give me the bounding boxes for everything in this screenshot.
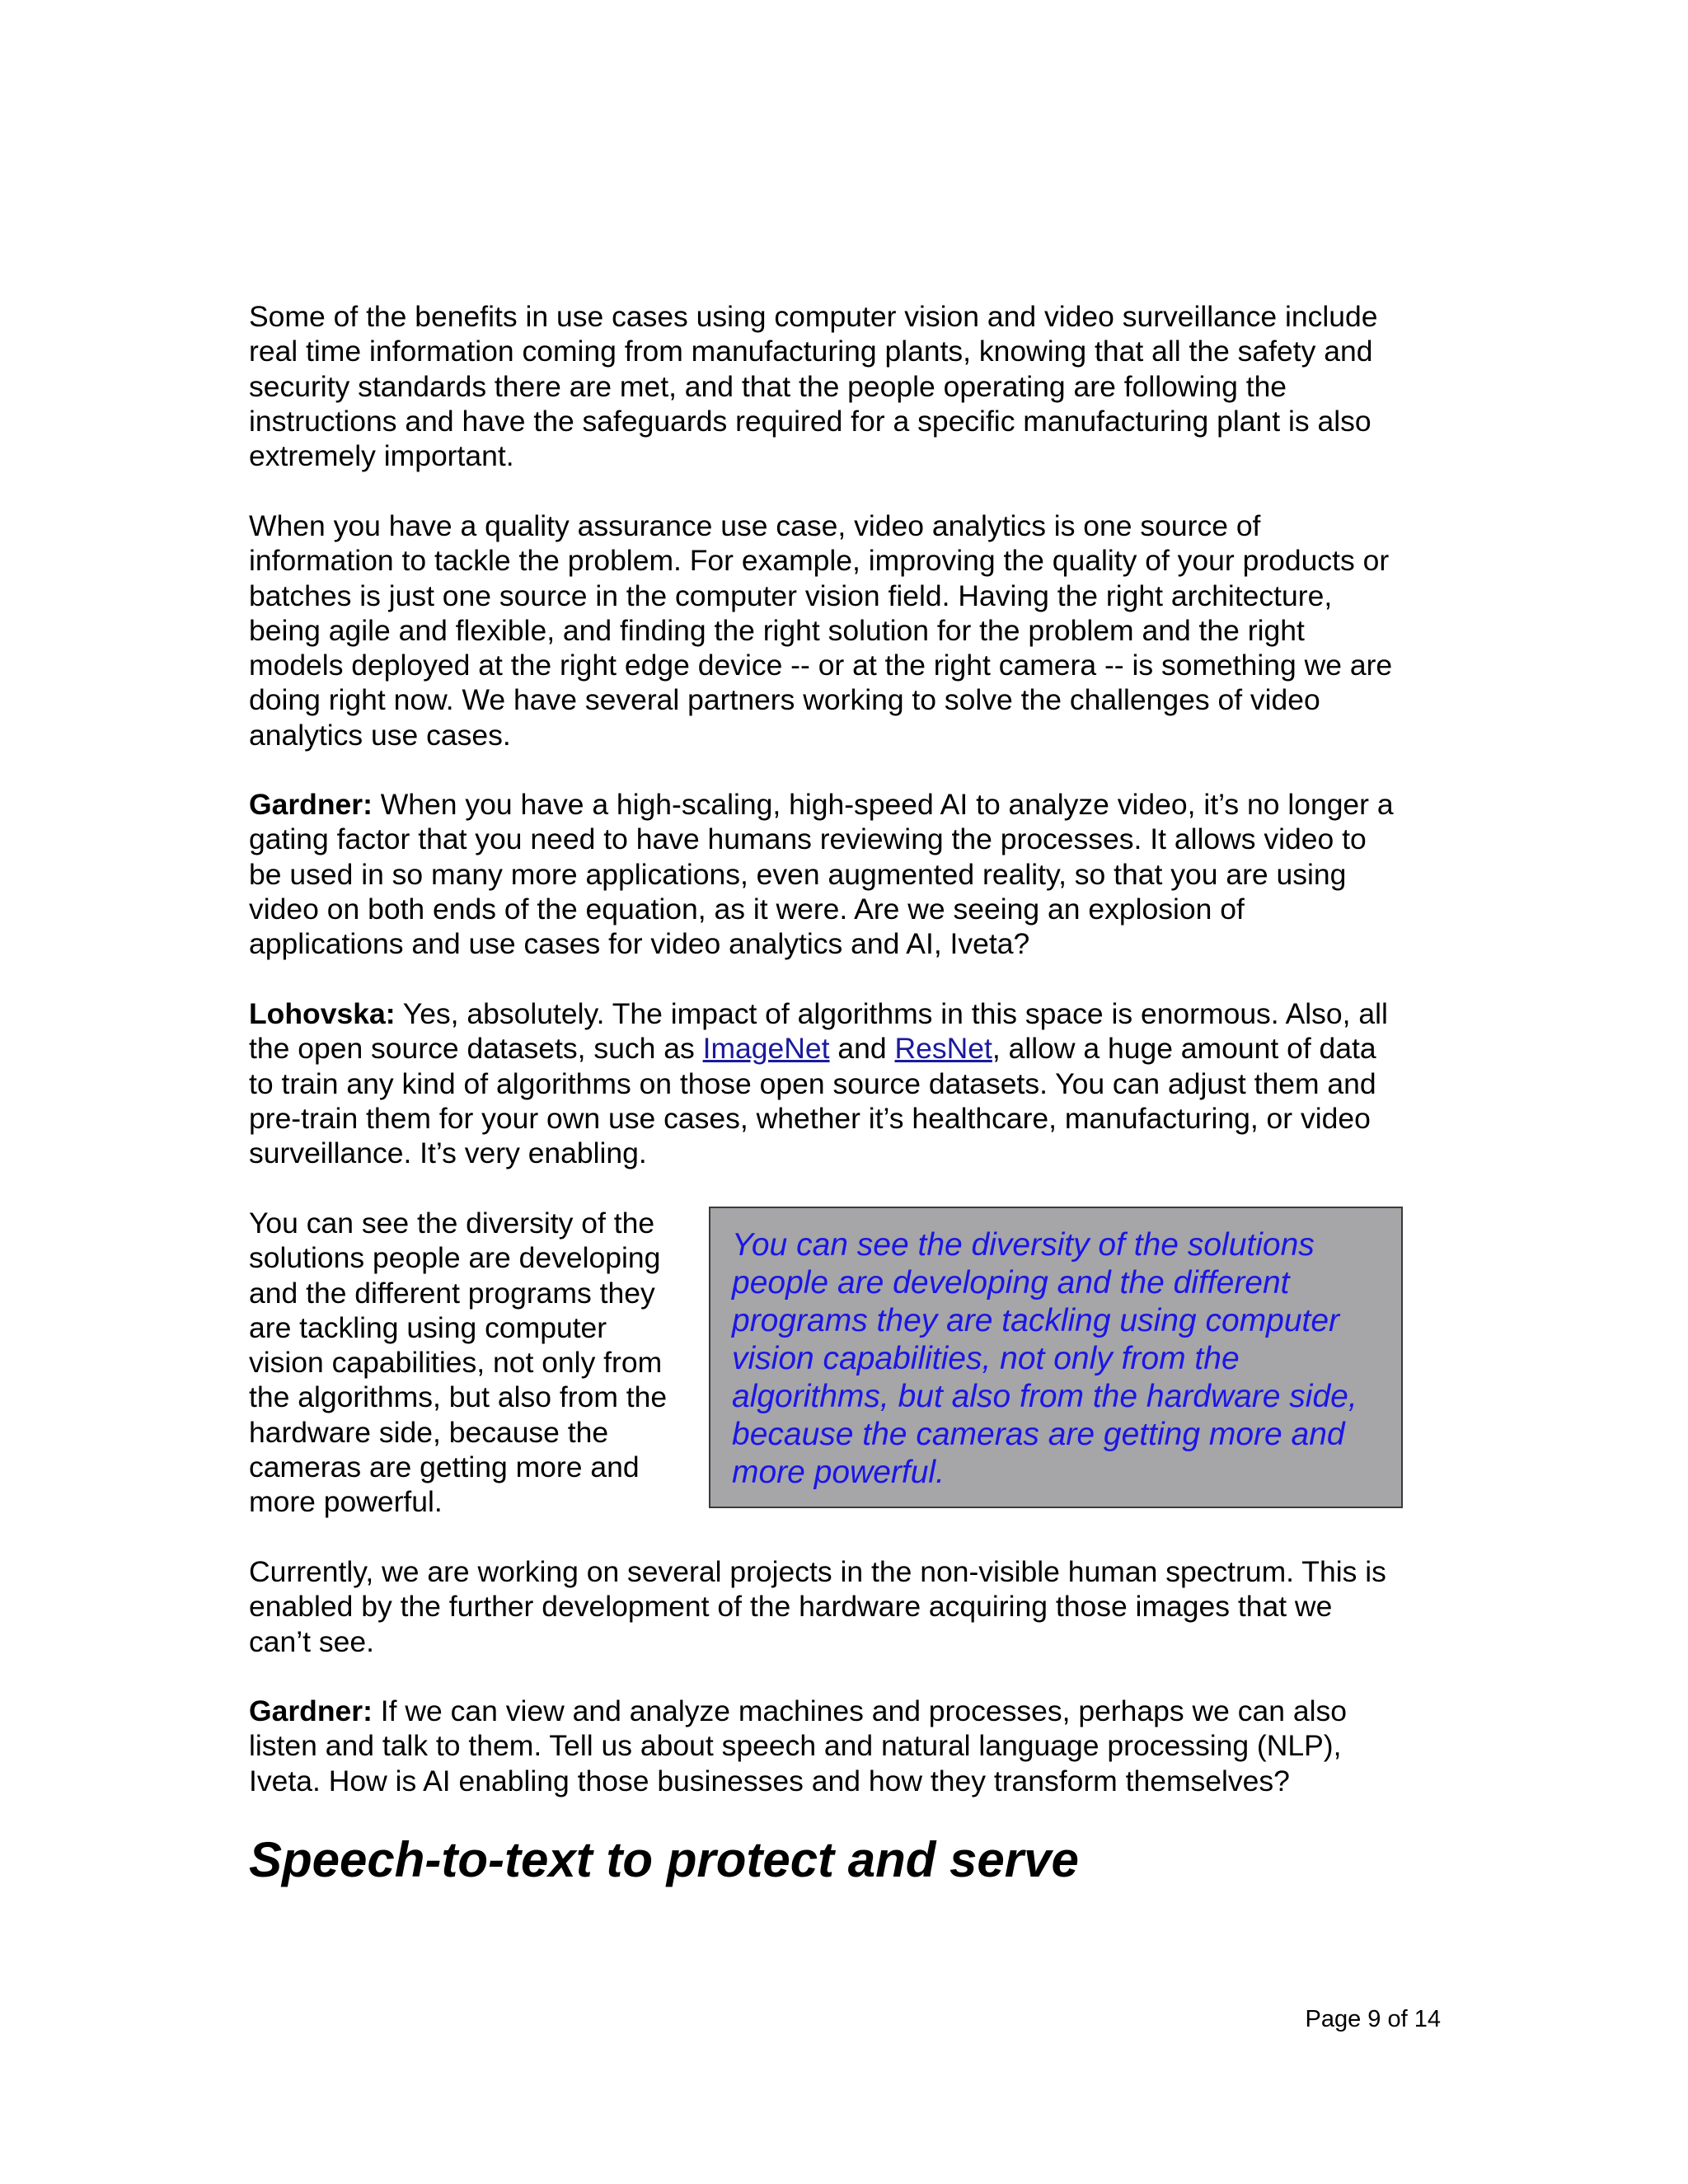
quote-line: programs they are tackling using computer bbox=[732, 1303, 1340, 1338]
text-line: being agile and flexible, and finding the right solution for the problem and the right bbox=[249, 613, 1305, 647]
text-line: applications and use cases for video analytics and AI, Iveta? bbox=[249, 927, 1030, 961]
text-line: the algorithms, but also from the bbox=[249, 1380, 668, 1414]
speaker-name: Gardner: bbox=[249, 1694, 373, 1727]
text-line: When you have a quality assurance use case, video analytics is one source of bbox=[249, 509, 1261, 542]
text-line: and bbox=[829, 1032, 895, 1066]
text-line: security standards there are met, and that the people operating are following the bbox=[249, 369, 1287, 403]
text-line: batches is just one source in the computer vision field. Having the right architecture, bbox=[249, 579, 1333, 612]
text-line: vision capabilities, not only from bbox=[249, 1346, 663, 1380]
paragraph-gardner-question-video bbox=[249, 787, 1394, 961]
quote-line: because the cameras are getting more and bbox=[732, 1417, 1345, 1452]
page-number: Page 9 of 14 bbox=[1305, 2006, 1441, 2032]
text-line: models deployed at the right edge device -- or at the right camera -- is something we are bbox=[249, 649, 1393, 682]
resnet-link[interactable]: ResNet bbox=[894, 1032, 992, 1066]
text-line: can’t see. bbox=[249, 1624, 374, 1658]
text-line: enabled by the further development of the hardware acquiring those images that we bbox=[249, 1590, 1333, 1624]
text-line: Some of the benefits in use cases using computer vision and video surveillance include bbox=[249, 300, 1378, 333]
text-line: , allow a huge amount of data bbox=[992, 1032, 1376, 1066]
text-line: Currently, we are working on several projects in the non-visible human spectrum. This is bbox=[249, 1555, 1386, 1588]
text-line: video on both ends of the equation, as it were. Are we seeing an explosion of bbox=[249, 892, 1245, 926]
text-line: Iveta. How is AI enabling those businesses and how they transform themselves? bbox=[249, 1764, 1290, 1797]
text-line: pre-train them for your own use cases, whether it’s healthcare, manufacturing, or video bbox=[249, 1101, 1371, 1135]
text-line: extremely important. bbox=[249, 439, 514, 473]
text-line: information to tackle the problem. For example, improving the quality of your products or bbox=[249, 544, 1390, 578]
paragraph-lohovska-answer bbox=[249, 996, 1388, 1170]
quote-line: more powerful. bbox=[732, 1455, 945, 1490]
text-line: gating factor that you need to have humans reviewing the processes. It allows video to bbox=[249, 823, 1367, 856]
text-line: cameras are getting more and bbox=[249, 1451, 640, 1484]
text-line: and the different programs they bbox=[249, 1276, 655, 1310]
speaker-name: Lohovska: bbox=[249, 997, 396, 1030]
quote-line: You can see the diversity of the solutions bbox=[732, 1227, 1315, 1263]
text-line: analytics use cases. bbox=[249, 718, 511, 752]
speaker-name: Gardner: bbox=[249, 788, 373, 821]
quote-line: algorithms, but also from the hardware side, bbox=[732, 1379, 1357, 1414]
pull-quote-box bbox=[709, 1207, 1403, 1508]
paragraph-diversity bbox=[249, 1206, 667, 1520]
text-line: listen and talk to them. Tell us about speech and natural language processing (NLP), bbox=[249, 1729, 1342, 1763]
text-line: real time information coming from manufacturing plants, knowing that all the safety and bbox=[249, 335, 1373, 368]
text-line: are tackling using computer bbox=[249, 1310, 607, 1344]
text-line: instructions and have the safeguards required for a specific manufacturing plant is also bbox=[249, 404, 1372, 438]
text-line: doing right now. We have several partners working to solve the challenges of video bbox=[249, 683, 1320, 717]
pull-quote-text bbox=[732, 1226, 1357, 1492]
text-line: be used in so many more applications, even augmented reality, so that you are using bbox=[249, 857, 1347, 891]
paragraph-quality-assurance bbox=[249, 509, 1392, 752]
paragraph-benefits bbox=[249, 299, 1378, 473]
text-line: If we can view and analyze machines and processes, perhaps we can also bbox=[372, 1694, 1347, 1727]
text-line: surveillance. It’s very enabling. bbox=[249, 1137, 647, 1170]
imagenet-link[interactable]: ImageNet bbox=[702, 1032, 830, 1066]
text-line: You can see the diversity of the bbox=[249, 1207, 655, 1240]
paragraph-gardner-question-nlp bbox=[249, 1694, 1347, 1798]
quote-line: vision capabilities, not only from the bbox=[732, 1341, 1240, 1376]
text-line: hardware side, because the bbox=[249, 1415, 609, 1449]
paragraph-non-visible-spectrum bbox=[249, 1554, 1386, 1659]
section-heading: Speech-to-text to protect and serve bbox=[249, 1832, 1079, 1887]
text-line: solutions people are developing bbox=[249, 1241, 661, 1275]
text-line: Yes, absolutely. The impact of algorithms in this space is enormous. Also, all bbox=[395, 997, 1388, 1030]
text-line: the open source datasets, such as bbox=[249, 1032, 703, 1066]
text-line: When you have a high-scaling, high-speed AI to analyze video, it’s no longer a bbox=[372, 788, 1394, 821]
text-line: to train any kind of algorithms on those open source datasets. You can adjust them and bbox=[249, 1066, 1376, 1100]
text-line: more powerful. bbox=[249, 1485, 443, 1519]
quote-line: people are developing and the different bbox=[732, 1265, 1290, 1301]
